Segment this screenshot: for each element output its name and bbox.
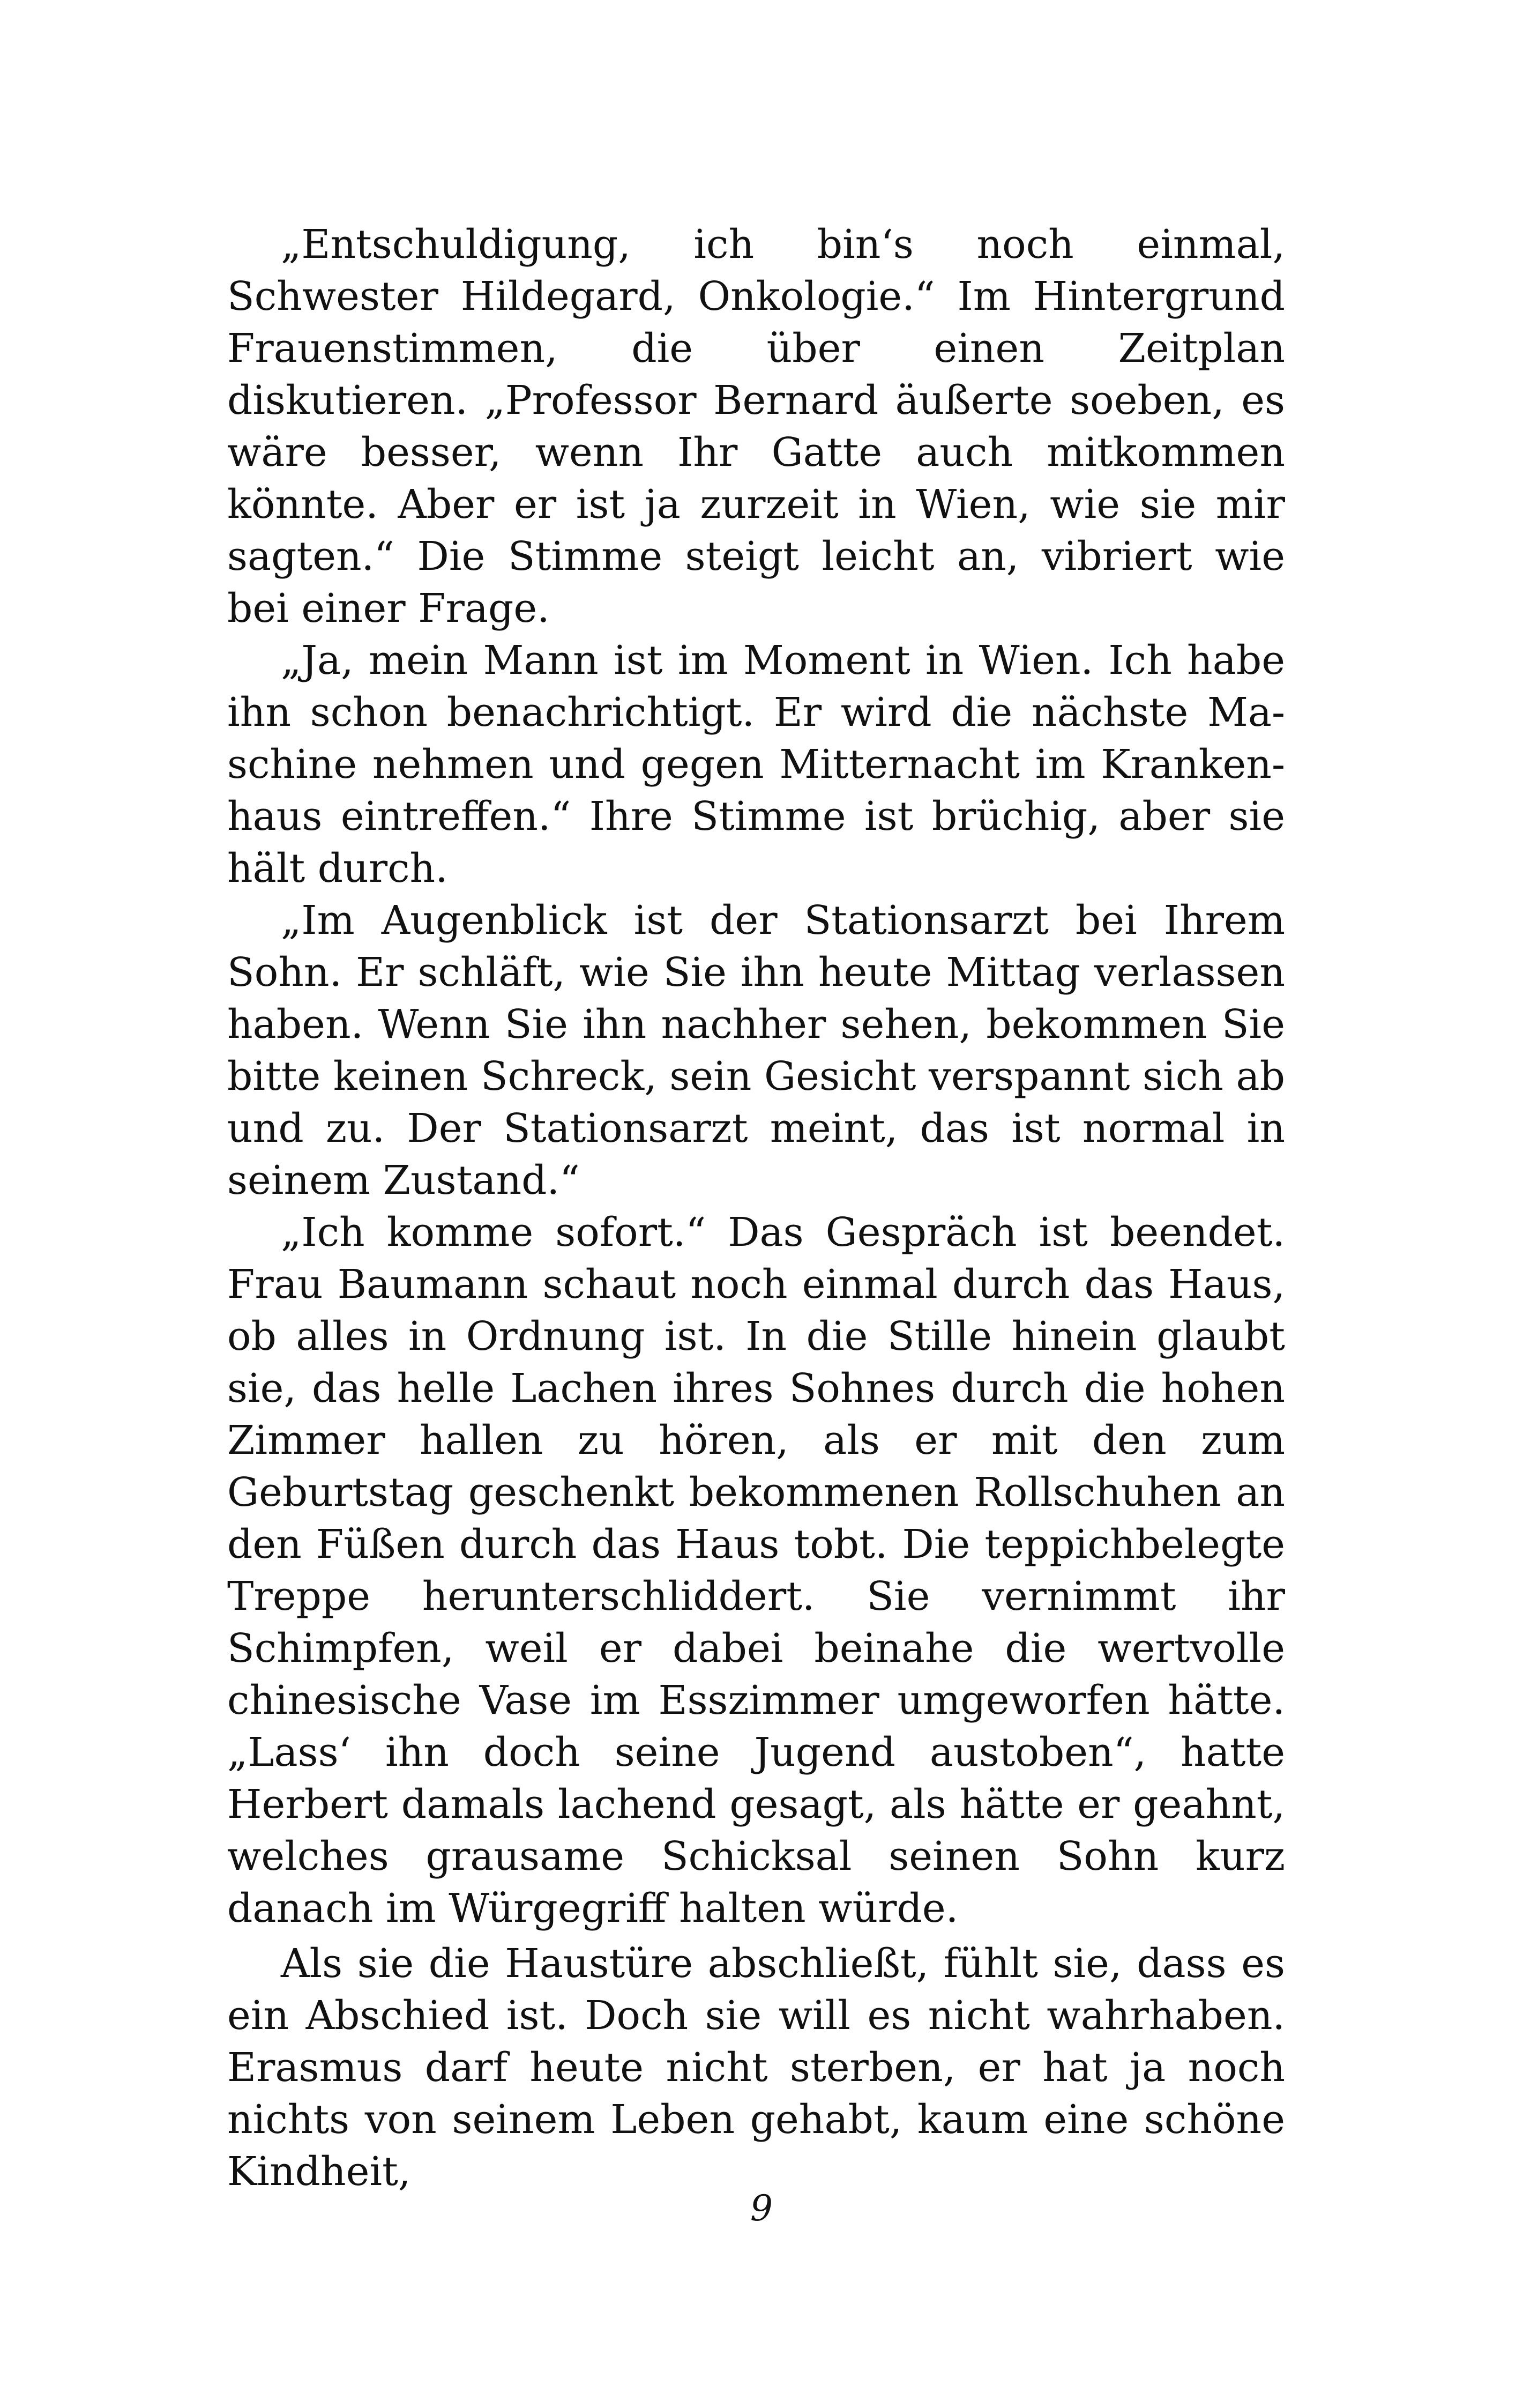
paragraph: „Ja, mein Mann ist im Moment in Wien. Ich habe ihn schon benachrichtigt. Er wird die nächste Maschine nehmen und gegen Mitternacht im Krankenhaus eintreffen.“ Ihre Stimme ist brüchig, aber sie hält durch.: [227, 637, 1285, 891]
body-text: [227, 219, 1285, 2198]
page-number: 9: [750, 2188, 773, 2229]
paragraph: „Entschuldigung, ich bin‘s noch einmal, Schwester Hildegard, Onkologie.“ Im Hintergrund Frauenstimmen, die über einen Zeitplan diskutieren. „Professor Bernard äußerte soeben, es wäre besser, wenn Ihr Gatte auch mitkommen könnte. Aber er ist ja zurzeit in Wien, wie sie mir sagten.“ Die Stimme steigt leicht an, vibriert wie bei einer Frage.: [227, 221, 1285, 631]
paragraph: Als sie die Haustüre abschließt, fühlt sie, dass es ein Abschied ist. Doch sie will es nicht wahrhaben. Erasmus darf heute nicht sterben, er hat ja noch nichts von seinem Leben gehabt, kaum eine schöne Kindheit,: [227, 1941, 1285, 2195]
paragraph: „Ich komme sofort.“ Das Gespräch ist beendet. Frau Baumann schaut noch einmal durch das Haus, ob alles in Ordnung ist. In die Stille hinein glaubt sie, das helle Lachen ihres Sohnes durch die hohen Zimmer hallen zu hören, als er mit den zum Geburtstag geschenkt bekommenen Rollschuhen an den Füßen durch das Haus tobt. Die teppichbelegte Treppe herunterschliddert. Sie vernimmt ihr Schimpfen, weil er dabei beinahe die wertvolle chinesische Vase im Esszimmer umgeworfen hätte. „Lass‘ ihn doch seine Jugend austoben“, hatte Herbert damals lachend gesagt, als hätte er geahnt, welches grausame Schicksal seinen Sohn kurz danach im Würgegriff halten würde.: [227, 1209, 1285, 1931]
paragraph: „Im Augenblick ist der Stationsarzt bei Ihrem Sohn. Er schläft, wie Sie ihn heute Mittag verlassen haben. Wenn Sie ihn nachher sehen, bekommen Sie bitte keinen Schreck, sein Gesicht verspannt sich ab und zu. Der Stationsarzt meint, das ist normal in seinem Zustand.“: [227, 897, 1285, 1203]
